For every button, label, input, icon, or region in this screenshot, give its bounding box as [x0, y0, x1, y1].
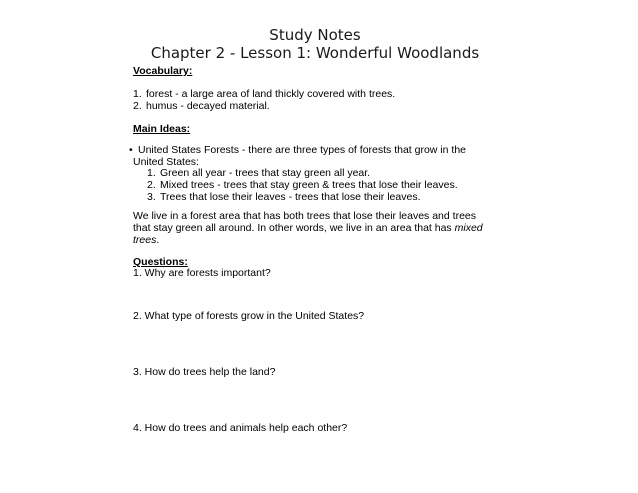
- vocab-item-number: 2.: [133, 100, 142, 112]
- vocabulary-heading: Vocabulary:: [133, 65, 193, 77]
- sub-item-number: 2.: [147, 179, 156, 191]
- sub-item: [147, 167, 370, 180]
- paragraph-italic: trees: [133, 234, 157, 246]
- question-item: 3. How do trees help the land?: [133, 366, 276, 378]
- sub-item-text: Trees that lose their leaves - trees that lose their leaves.: [160, 191, 421, 203]
- bullet-text: United States Forests - there are three types of forests that grow in the: [138, 144, 466, 156]
- paragraph-line: [133, 222, 483, 235]
- notes-header: [0, 26, 630, 62]
- lesson-title: Chapter 2 - Lesson 1: Wonderful Woodlands: [150, 44, 480, 62]
- sub-item-number: 3.: [147, 191, 156, 203]
- question-item: 1. Why are forests important?: [133, 267, 271, 279]
- notes-title: Study Notes: [269, 26, 361, 44]
- sub-item-number: 1.: [147, 167, 156, 179]
- question-item: 4. How do trees and animals help each other?: [133, 422, 348, 434]
- bullet-line: [129, 144, 466, 157]
- paragraph-line: We live in a forest area that has both trees that lose their leaves and trees: [133, 210, 476, 222]
- vocab-item-number: 1.: [133, 88, 142, 100]
- sub-item: [147, 179, 458, 192]
- paragraph-italic: mixed: [454, 222, 483, 234]
- paragraph-text: .: [156, 234, 160, 246]
- vocab-item: [133, 88, 395, 101]
- main-ideas-heading: Main Ideas:: [133, 123, 191, 135]
- vocab-item-text: forest - a large area of land thickly covered with trees.: [146, 88, 396, 100]
- bullet-text-continued: United States:: [133, 156, 199, 168]
- vocab-item-text: humus - decayed material.: [146, 100, 270, 112]
- bullet-icon: •: [129, 144, 133, 156]
- question-item: 2. What type of forests grow in the United States?: [133, 310, 365, 322]
- sub-item-text: Mixed trees - trees that stay green & trees that lose their leaves.: [160, 179, 458, 191]
- paragraph-text: that stay green all around. In other words, we live in an area that has: [133, 222, 455, 234]
- vocab-item: [133, 100, 270, 113]
- questions-heading: Questions:: [133, 256, 188, 268]
- sub-item: [147, 191, 421, 204]
- paragraph-line: [133, 234, 159, 247]
- sub-item-text: Green all year - trees that stay green all year.: [160, 167, 371, 179]
